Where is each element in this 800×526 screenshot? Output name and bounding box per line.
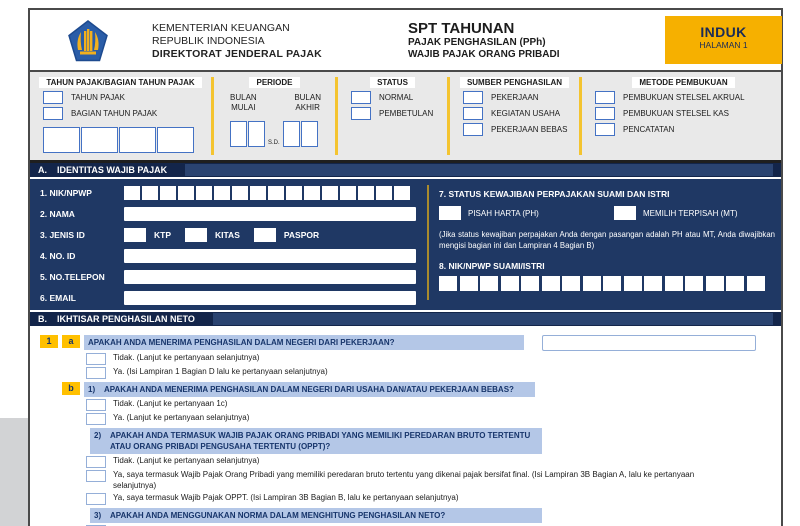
answer-1b1-tidak [86, 399, 781, 411]
sd-label: S.D. [268, 140, 280, 146]
tahun-digit-box[interactable] [81, 127, 118, 153]
bulan-mulai-label [230, 93, 257, 113]
email-row [40, 290, 427, 305]
npwp-cell[interactable] [322, 186, 338, 200]
page-badge-subtitle: HALAMAN 1 [699, 40, 748, 50]
sumber-kegiatan-usaha-option [463, 107, 579, 120]
paspor-option [254, 228, 319, 242]
col-tahun-title: TAHUN PAJAK/BAGIAN TAHUN PAJAK [39, 77, 201, 88]
col-status [338, 72, 447, 160]
col-periode [214, 72, 335, 160]
ministry-name [152, 22, 322, 61]
form-title: SPT TAHUNAN [408, 20, 515, 37]
ktp-checkbox[interactable] [124, 228, 146, 242]
pisah-harta-checkbox[interactable] [439, 206, 461, 220]
section-b-header [30, 312, 781, 328]
form-title-block [408, 21, 560, 60]
bulan-akhir-line1: BULAN [294, 93, 321, 102]
section-b-body [30, 328, 781, 526]
npwp-cell[interactable] [160, 186, 176, 200]
tahun-digit-boxes [43, 127, 211, 153]
question-1b2 [90, 428, 542, 454]
no-id-label: 4. NO. ID [40, 250, 76, 261]
telepon-row [40, 269, 427, 284]
bulan-mulai-box[interactable] [230, 121, 247, 147]
nik-suami-istri-grid [439, 276, 775, 291]
sumber-kegiatan-usaha-checkbox[interactable] [463, 107, 483, 120]
answer-1a-ya-label: Ya. (Isi Lampiran 1 Bagian D lalu ke pertanyaan selanjutnya) [113, 367, 328, 376]
answer-1b2-tidak-checkbox[interactable] [86, 456, 106, 468]
kitas-label: KITAS [215, 229, 240, 240]
npwp-cell[interactable] [439, 276, 457, 291]
identity-fields [30, 185, 427, 311]
no-id-input[interactable] [124, 249, 416, 263]
metode-pencatatan-checkbox[interactable] [595, 123, 615, 136]
section-a-header-fill [185, 164, 773, 176]
npwp-cell[interactable] [480, 276, 498, 291]
answer-1b1-tidak-label: Tidak. (Lanjut ke pertanyaan 1c) [113, 399, 228, 408]
answer-1b2-ya-oppt-label: Ya, saya termasuk Wajib Pajak OPPT. (Isi Lampiran 3B Bagian B, lalu ke pertanyaan selanjutnya) [113, 493, 459, 502]
col-metode-title: METODE PEMBUKUAN [632, 77, 734, 88]
nama-label: 2. NAMA [40, 208, 75, 219]
npwp-cell[interactable] [394, 186, 410, 200]
ministry-line-1: KEMENTERIAN KEUANGAN [152, 22, 290, 34]
spt-form [28, 8, 783, 526]
nik-npwp-row [40, 185, 427, 200]
sumber-pekerjaan-bebas-option [463, 123, 579, 136]
question-1a-answer-input[interactable] [542, 335, 756, 351]
question-1a-row [40, 335, 781, 351]
answer-1a-ya [86, 367, 781, 379]
section-b-ikhtisar [30, 310, 781, 526]
bulan-mulai-line2: MULAI [231, 103, 256, 112]
metode-pencatatan-label: PENCATATAN [623, 125, 675, 134]
npwp-cell[interactable] [196, 186, 212, 200]
answer-1a-tidak [86, 353, 781, 365]
periode-boxes [230, 121, 335, 147]
memilih-terpisah-checkbox[interactable] [614, 206, 636, 220]
nik-npwp-grid [124, 186, 412, 200]
ministry-line-2: REPUBLIK INDONESIA [152, 35, 265, 47]
npwp-cell[interactable] [685, 276, 703, 291]
email-input[interactable] [124, 291, 416, 305]
bulan-akhir-label [294, 93, 321, 113]
nik-suami-istri-label: 8. NIK/NPWP SUAMI/ISTRI [439, 261, 545, 271]
npwp-cell[interactable] [624, 276, 642, 291]
metode-akrual-checkbox[interactable] [595, 91, 615, 104]
status-kewajiban-label: 7. STATUS KEWAJIBAN PERPAJAKAN SUAMI DAN ISTRI [439, 189, 670, 199]
paspor-checkbox[interactable] [254, 228, 276, 242]
spouse-status-note: (Jika status kewajiban perpajakan Anda dengan pasangan adalah PH atau MT, Anda diwajibkan mengisi bagian ini dan Lampiran 4 Bagian B) [439, 230, 775, 250]
tahun-pajak-checkbox[interactable] [43, 91, 63, 104]
sumber-pekerjaan-checkbox[interactable] [463, 91, 483, 104]
nik-npwp-label: 1. NIK/NPWP [40, 187, 92, 198]
nama-row [40, 206, 427, 221]
badge-a: a [62, 335, 80, 348]
status-normal-checkbox[interactable] [351, 91, 371, 104]
answer-1b2-ya-bruto-label: Ya, saya termasuk Wajib Pajak Orang Pribadi yang memiliki peredaran bruto tertentu yang dikenai pajak bersifat final. (Isi Lampiran 3B Bagian A, lalu ke pertanyaan selanjutnya) [113, 470, 695, 490]
bulan-mulai-box[interactable] [248, 121, 265, 147]
paspor-label: PASPOR [283, 229, 320, 240]
telepon-input[interactable] [124, 270, 416, 284]
section-a-title: IDENTITAS WAJIB PAJAK [57, 165, 168, 175]
metode-kas-label: PEMBUKUAN STELSEL KAS [623, 109, 729, 118]
bulan-akhir-box[interactable] [283, 121, 300, 147]
question-1b2-text: APAKAH ANDA TERMASUK WAJIB PAJAK ORANG PRIBADI YANG MEMILIKI PEREDARAN BRUTO TERTENTU ATAU ORANG PRIBADI PENGUSAHA TERTENTU (OPPT)? [110, 431, 531, 451]
email-label: 6. EMAIL [40, 292, 76, 303]
pisah-harta-label: PISAH HARTA (PH) [468, 208, 539, 218]
bulan-akhir-box[interactable] [301, 121, 318, 147]
metode-kas-checkbox[interactable] [595, 107, 615, 120]
ktp-label: KTP [154, 229, 171, 240]
npwp-cell[interactable] [726, 276, 744, 291]
bagian-tahun-pajak-checkbox[interactable] [43, 107, 63, 120]
npwp-cell[interactable] [583, 276, 601, 291]
bulan-akhir-line2: AKHIR [295, 103, 320, 112]
status-normal-label: NORMAL [379, 93, 414, 102]
status-normal-option [351, 91, 447, 104]
npwp-cell[interactable] [214, 186, 230, 200]
npwp-cell[interactable] [665, 276, 683, 291]
ktp-option [124, 228, 171, 242]
question-1b3-text: APAKAH ANDA MENGGUNAKAN NORMA DALAM MENGHITUNG PENGHASILAN NETO? [110, 511, 446, 520]
metode-akrual-label: PEMBUKUAN STELSEL AKRUAL [623, 93, 745, 102]
section-a-header [30, 163, 781, 179]
question-1a-text: APAKAH ANDA MENERIMA PENGHASILAN DALAM NEGERI DARI PEKERJAAN? [88, 338, 395, 347]
col-sumber-title: SUMBER PENGHASILAN [460, 77, 569, 88]
status-pembetulan-checkbox[interactable] [351, 107, 371, 120]
form-subtitle-1: PAJAK PENGHASILAN (PPh) [408, 37, 546, 48]
sumber-pekerjaan-bebas-label: PEKERJAAN BEBAS [491, 125, 568, 134]
answer-1b2-ya-bruto-checkbox[interactable] [86, 470, 106, 482]
viewer-background [0, 418, 28, 526]
npwp-cell[interactable] [376, 186, 392, 200]
jenis-id-label: 3. JENIS ID [40, 229, 85, 240]
bagian-tahun-pajak-label: BAGIAN TAHUN PAJAK [71, 109, 158, 118]
npwp-cell[interactable] [521, 276, 539, 291]
section-a-identitas [30, 160, 781, 310]
answer-1b2-tidak [86, 456, 781, 468]
npwp-cell[interactable] [460, 276, 478, 291]
badge-1: 1 [40, 335, 58, 348]
section-a-letter: A. [38, 165, 47, 175]
tahun-digit-box[interactable] [43, 127, 80, 153]
question-1b1-number: 1) [88, 385, 96, 394]
answer-1b1-ya-checkbox[interactable] [86, 413, 106, 425]
question-1b3-row [40, 508, 781, 523]
npwp-cell[interactable] [358, 186, 374, 200]
page-badge-title: INDUK [700, 24, 747, 40]
sumber-pekerjaan-label: PEKERJAAN [491, 93, 539, 102]
npwp-cell[interactable] [124, 186, 140, 200]
question-1b2-row [40, 428, 781, 454]
metode-akrual-option [595, 91, 785, 104]
col-status-title: STATUS [370, 77, 415, 88]
kitas-option [185, 228, 240, 242]
npwp-cell[interactable] [706, 276, 724, 291]
question-1b1 [84, 382, 535, 397]
npwp-cell[interactable] [562, 276, 580, 291]
status-pembetulan-label: PEMBETULAN [379, 109, 434, 118]
filing-options-band [30, 70, 781, 160]
metode-kas-option [595, 107, 785, 120]
memilih-terpisah-option [614, 206, 738, 220]
tahun-pajak-option [43, 91, 211, 104]
status-kewajiban-options [439, 206, 775, 221]
col-metode-pembukuan [582, 72, 785, 160]
badge-b: b [62, 382, 80, 395]
sumber-pekerjaan-bebas-checkbox[interactable] [463, 123, 483, 136]
col-sumber-penghasilan [450, 72, 579, 160]
npwp-cell[interactable] [268, 186, 284, 200]
answer-1b1-ya-label: Ya. (Lanjut ke pertanyaan selanjutnya) [113, 413, 250, 422]
npwp-cell[interactable] [178, 186, 194, 200]
question-1a [84, 335, 524, 350]
section-b-letter: B. [38, 314, 47, 324]
col-periode-title: PERIODE [249, 77, 299, 88]
question-1b2-number: 2) [94, 431, 102, 440]
section-a-divider [427, 185, 429, 300]
nama-input[interactable] [124, 207, 416, 221]
bagian-tahun-pajak-option [43, 107, 211, 120]
question-1b1-text: APAKAH ANDA MENERIMA PENGHASILAN DALAM NEGERI DARI USAHA DAN/ATAU PEKERJAAN BEBAS? [104, 385, 514, 394]
page-badge [665, 16, 782, 64]
question-1b3 [90, 508, 542, 523]
answer-1b2-ya-oppt-checkbox[interactable] [86, 493, 106, 505]
telepon-label: 5. NO.TELEPON [40, 271, 105, 282]
status-pembetulan-option [351, 107, 447, 120]
pisah-harta-option [439, 206, 539, 220]
periode-labels [214, 91, 335, 113]
tahun-digit-box[interactable] [157, 127, 194, 153]
npwp-cell[interactable] [542, 276, 560, 291]
answer-1a-tidak-label: Tidak. (Lanjut ke pertanyaan selanjutnya) [113, 353, 260, 362]
answer-1a-tidak-checkbox[interactable] [86, 353, 106, 365]
npwp-cell[interactable] [603, 276, 621, 291]
npwp-cell[interactable] [747, 276, 765, 291]
answer-1b2-ya-oppt [86, 493, 781, 505]
answer-1b1-ya [86, 413, 781, 425]
npwp-cell[interactable] [501, 276, 519, 291]
npwp-cell[interactable] [644, 276, 662, 291]
kitas-checkbox[interactable] [185, 228, 207, 242]
answer-1a-ya-checkbox[interactable] [86, 367, 106, 379]
form-header [30, 10, 781, 70]
npwp-cell[interactable] [304, 186, 320, 200]
kemenkeu-logo-icon [68, 20, 108, 62]
form-subtitle-2: WAJIB PAJAK ORANG PRIBADI [408, 48, 560, 60]
sumber-kegiatan-usaha-label: KEGIATAN USAHA [491, 109, 561, 118]
npwp-cell[interactable] [232, 186, 248, 200]
memilih-terpisah-label: MEMILIH TERPISAH (MT) [643, 208, 738, 218]
tahun-pajak-label: TAHUN PAJAK [71, 93, 125, 102]
col-tahun-pajak [30, 72, 211, 160]
answer-1b2-ya-bruto [86, 470, 781, 491]
npwp-cell[interactable] [286, 186, 302, 200]
answer-1b2-tidak-label: Tidak. (Lanjut ke pertanyaan selanjutnya) [113, 456, 260, 465]
spouse-status-fields [439, 185, 775, 291]
npwp-cell[interactable] [250, 186, 266, 200]
question-1b3-number: 3) [94, 511, 102, 520]
question-1b1-row [40, 382, 781, 397]
answer-1b1-tidak-checkbox[interactable] [86, 399, 106, 411]
tahun-digit-box[interactable] [119, 127, 156, 153]
no-id-row [40, 248, 427, 263]
jenis-id-row [40, 227, 427, 242]
metode-pencatatan-option [595, 123, 785, 136]
sumber-pekerjaan-option [463, 91, 579, 104]
section-b-header-fill [213, 313, 773, 325]
ministry-line-3: DIREKTORAT JENDERAL PAJAK [152, 48, 322, 60]
bulan-mulai-line1: BULAN [230, 93, 257, 102]
npwp-cell[interactable] [142, 186, 158, 200]
section-b-title: IKHTISAR PENGHASILAN NETO [57, 314, 195, 324]
npwp-cell[interactable] [340, 186, 356, 200]
